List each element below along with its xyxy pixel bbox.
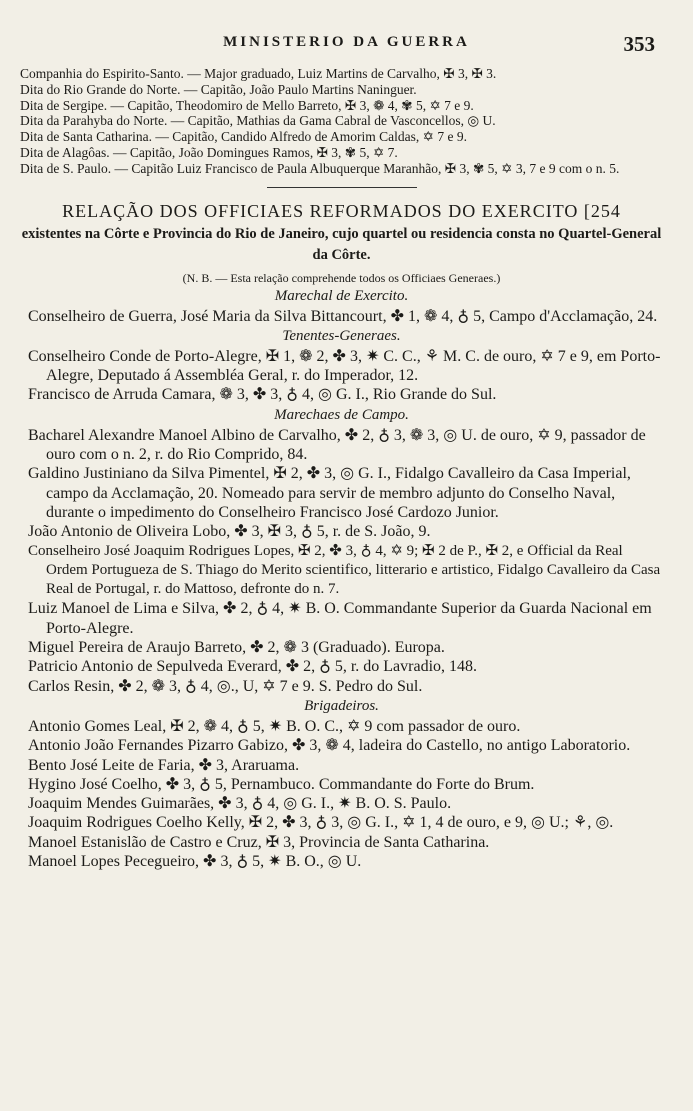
company-entry: Companhia do Espirito-Santo. — Major graduado, Luiz Martins de Carvalho, ✠ 3, ✠ 3. — [20, 66, 497, 81]
section-marechaes-de-campo — [20, 406, 663, 696]
officer-entry: João Antonio de Oliveira Lobo, ✤ 3, ✠ 3, ♁ 5, r. de S. João, 9. — [28, 523, 431, 541]
rank-heading: Marechal de Exercito. — [274, 287, 409, 304]
officer-entry: Galdino Justiniano da Silva Pimentel, ✠ 2, ✤ 3, ◎ G. I., Fidalgo Cavalleiro da Casa Imperial, campo da Acclamação, 20. Nomeado para servir de membro adjunto do Conselho Naval, durante o impedimento do Conselheiro Francisco José Cardozo Junior. — [28, 465, 631, 521]
rank-heading: Tenentes-Generaes. — [282, 327, 401, 344]
officer-entry: Hygino José Coelho, ✤ 3, ♁ 5, Pernambuco. Commandante do Forte do Brum. — [28, 775, 535, 793]
company-entry: Dita do Rio Grande do Norte. — Capitão, João Paulo Martins Naninguer. — [20, 81, 417, 97]
officer-entry: Francisco de Arruda Camara, ❁ 3, ✤ 3, ♁ 4, ◎ G. I., Rio Grande do Sul. — [28, 386, 497, 404]
officer-entry: Bacharel Alexandre Manoel Albino de Carvalho, ✤ 2, ♁ 3, ❁ 3, ◎ U. de ouro, ✡ 9, passador de ouro com o n. 2, r. do Rio Comprido, 84. — [28, 426, 646, 464]
officer-entry: Joaquim Rodrigues Coelho Kelly, ✠ 2, ✤ 3, ♁ 3, ◎ G. I., ✡ 1, 4 de ouro, e 9, ◎ U.; ⚘, ◎. — [28, 814, 614, 832]
company-entry: Dita de S. Paulo. — Capitão Luiz Francisco de Paula Albuquerque Maranhão, ✠ 3, ✾ 5, ✡ 3, 7 e 9 com o n. 5. — [20, 160, 620, 176]
running-head: MINISTERIO DA GUERRA — [223, 34, 470, 50]
company-entry: Dita de Sergipe. — Capitão, Theodomiro de Mello Barreto, ✠ 3, ❁ 4, ✾ 5, ✡ 7 e 9. — [20, 97, 474, 113]
page-number: 353 — [623, 32, 655, 56]
section-brigadeiros — [20, 697, 663, 871]
officer-entry: Bento José Leite de Faria, ✤ 3, Araruama. — [28, 756, 300, 774]
officer-entry: Miguel Pereira de Araujo Barreto, ✤ 2, ❁ 3 (Graduado). Europa. — [28, 639, 445, 657]
list-subtitle: existentes na Côrte e Provincia do Rio de Janeiro, cujo quartel ou residencia consta no Quartel-General da Côrte. — [21, 225, 662, 263]
officer-entry: Antonio João Fernandes Pizarro Gabizo, ✤ 3, ❁ 4, ladeira do Castello, no antigo Laboratorio. — [28, 737, 631, 755]
company-entry: Dita da Parahyba do Norte. — Capitão, Mathias da Gama Cabral de Vasconcellos, ◎ U. — [20, 113, 496, 129]
officer-entry: Carlos Resin, ✤ 2, ❁ 3, ♁ 4, ◎., U, ✡ 7 e 9. S. Pedro do Sul. — [28, 677, 423, 695]
company-entry: Dita de Alagôas. — Capitão, João Domingues Ramos, ✠ 3, ✾ 5, ✡ 7. — [20, 144, 398, 160]
officer-entry: Luiz Manoel de Lima e Silva, ✤ 2, ♁ 4, ✷ B. O. Commandante Superior da Guarda Nacional em Porto-Alegre. — [28, 600, 652, 637]
officer-entry: Joaquim Mendes Guimarães, ✤ 3, ♁ 4, ◎ G. I., ✷ B. O. S. Paulo. — [28, 795, 452, 813]
officer-entry: Conselheiro José Joaquim Rodrigues Lopes, ✠ 2, ✤ 3, ♁ 4, ✡ 9; ✠ 2 de P., ✠ 2, e Official da Real Ordem Portugueza de S. Thiago do Merito scientifico, litterario e artistico, Fidalgo Cavalleiro da Casa Real de Portugal, r. do Mattoso, defronte do n. 7. — [28, 542, 661, 598]
list-title: RELAÇÃO DOS OFFICIAES REFORMADOS DO EXERCITO [254 — [62, 200, 621, 221]
list-note: (N. B. — Esta relação comprehende todos os Officiaes Generaes.) — [182, 270, 501, 285]
section-tenentes-generaes — [20, 327, 663, 405]
officer-entry: Conselheiro de Guerra, José Maria da Silva Bittancourt, ✤ 1, ❁ 4, ♁ 5, Campo d'Acclamação, 24. — [28, 307, 658, 325]
rank-heading: Marechaes de Campo. — [274, 406, 409, 423]
section-marechal — [20, 287, 663, 326]
rank-heading: Brigadeiros. — [304, 697, 379, 714]
officer-entry: Manoel Estanislão de Castro e Cruz, ✠ 3, Provincia de Santa Catharina. — [28, 833, 490, 851]
officer-entry: Conselheiro Conde de Porto-Alegre, ✠ 1, ❁ 2, ✤ 3, ✷ C. C., ⚘ M. C. de ouro, ✡ 7 e 9, em Porto-Alegre, Deputado á Assembléa Geral, r. do Imperador, 12. — [28, 347, 661, 385]
officer-entry: Manoel Lopes Pecegueiro, ✤ 3, ♁ 5, ✷ B. O., ◎ U. — [28, 853, 362, 870]
section-divider — [267, 187, 417, 188]
companies-section — [20, 66, 663, 177]
officer-entry: Patricio Antonio de Sepulveda Everard, ✤ 2, ♁ 5, r. do Lavradio, 148. — [28, 658, 478, 676]
company-entry: Dita de Santa Catharina. — Capitão, Candido Alfredo de Amorim Caldas, ✡ 7 e 9. — [20, 129, 467, 145]
officer-entry: Antonio Gomes Leal, ✠ 2, ❁ 4, ♁ 5, ✷ B. O. C., ✡ 9 com passador de ouro. — [28, 717, 521, 735]
